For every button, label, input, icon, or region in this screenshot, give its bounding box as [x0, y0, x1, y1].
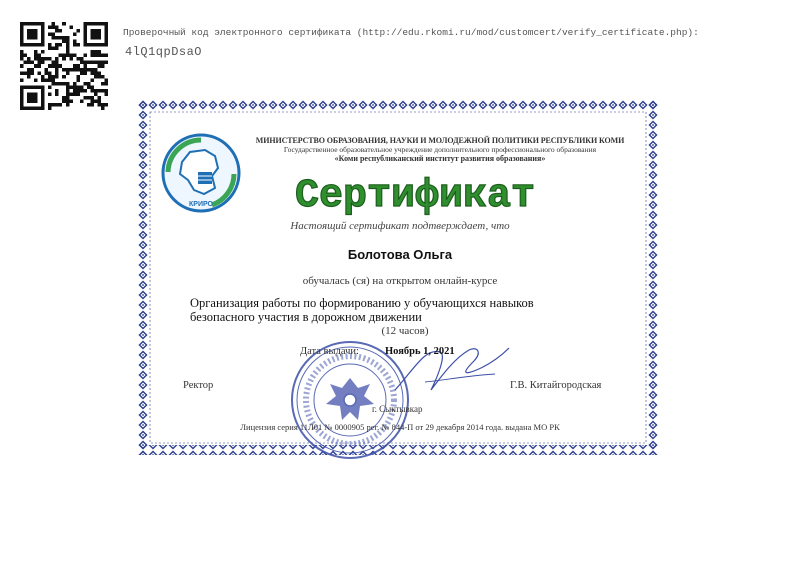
course-title [190, 296, 590, 324]
ministry-name: МИНИСТЕРСТВО ОБРАЗОВАНИЯ, НАУКИ И МОЛОДЕЖНОЙ ПОЛИТИКИ РЕСПУБЛИКИ КОМИ [255, 136, 625, 145]
license-info: Лицензия серия 11Л01 № 0000905 рег. № 844-П от 29 декабря 2014 года. выдана МО РК [240, 422, 560, 432]
recipient-name: Болотова Ольга [347, 247, 453, 262]
certificate-title-text: Сертификат [294, 174, 536, 219]
course-title-line1: Организация работы по формированию у обучающихся навыков [190, 296, 534, 310]
institution-type: Государственное образовательное учреждение дополнительного профессионального образования [283, 145, 597, 154]
studied-text: обучалась (ся) на открытом онлайн-курсе [302, 275, 498, 287]
issue-date-value: Ноябрь 1, 2021 [385, 346, 455, 357]
institution-name: «Коми республиканский институт развития образования» [334, 154, 546, 163]
rector-label: Ректор [183, 380, 214, 391]
course-hours: (12 часов) [381, 325, 429, 337]
kriro-logo [160, 132, 242, 214]
verification-caption: Проверочный код электронного сертификата (http://edu.rkomi.ru/mod/customcert/verify_certificate.php): [123, 27, 699, 38]
rector-name: Г.В. Китайгородская [510, 380, 602, 391]
verification-code: 4lQ1qpDsaO [125, 45, 203, 59]
issue-date-label: Дата выдачи: [300, 346, 359, 357]
logo-text: КРИРО [189, 201, 213, 208]
course-title-line2: безопасного участия в дорожном движении [190, 310, 422, 324]
certificate-subtitle: Настоящий сертификат подтверждает, что [290, 220, 510, 232]
certificate-title [240, 163, 590, 219]
qr-code [20, 22, 108, 110]
issue-city: г. Сыктывкар [372, 404, 423, 414]
